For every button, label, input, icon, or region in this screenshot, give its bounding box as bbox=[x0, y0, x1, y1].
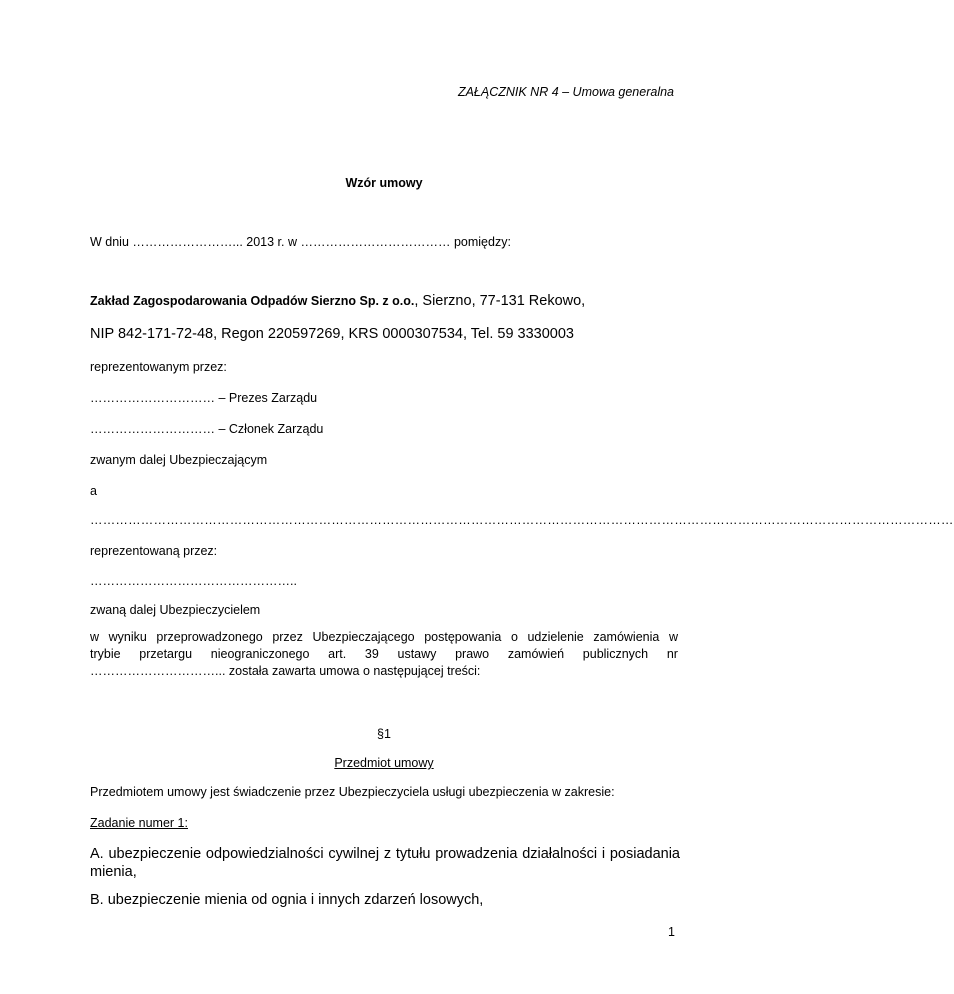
document-title: Wzór umowy bbox=[345, 176, 423, 190]
word: prawo bbox=[455, 647, 490, 661]
intro-line: W dniu ……………………... 2013 r. w ……………………………… pomiędzy: bbox=[90, 235, 511, 249]
party2-rep-placeholder: ………………………………………….. bbox=[90, 574, 297, 588]
procurement-line-2 bbox=[90, 646, 678, 663]
item-b: B. ubezpieczenie mienia od ognia i innych zdarzeń losowych, bbox=[90, 892, 484, 908]
party1-name: Zakład Zagospodarowania Odpadów Sierzno Sp. z o.o. bbox=[90, 294, 415, 308]
party2-called: zwaną dalej Ubezpieczycielem bbox=[90, 603, 261, 617]
word: postępowania bbox=[424, 630, 502, 644]
word: zamówienia bbox=[593, 630, 660, 644]
party1-address: , Sierzno, 77-131 Rekowo, bbox=[414, 293, 586, 309]
word: 39 bbox=[364, 647, 379, 661]
word: Ubezpieczającego bbox=[312, 630, 415, 644]
conjunction: a bbox=[90, 484, 97, 498]
word: nieograniczonego bbox=[210, 647, 310, 661]
word: przez bbox=[272, 630, 303, 644]
section-intro: Przedmiotem umowy jest świadczenie przez Ubezpieczyciela usługi ubezpieczenia w zakresie: bbox=[90, 785, 615, 799]
section-symbol: §1 bbox=[377, 727, 391, 741]
word: trybie bbox=[90, 647, 121, 661]
page-number: 1 bbox=[668, 925, 675, 939]
word: w bbox=[90, 630, 100, 644]
party1-name-line bbox=[90, 292, 585, 310]
annex-label: ZAŁĄCZNIK NR 4 – Umowa generalna bbox=[457, 85, 674, 99]
word: publicznych bbox=[582, 647, 649, 661]
word: zamówień bbox=[507, 647, 565, 661]
party1-rep1: ………………………… – Prezes Zarządu bbox=[90, 391, 318, 405]
task-label: Zadanie numer 1: bbox=[90, 816, 188, 830]
word: przetargu bbox=[139, 647, 193, 661]
word: art. bbox=[328, 647, 347, 661]
party1-represented-by: reprezentowanym przez: bbox=[90, 360, 227, 374]
party1-rep2: ………………………… – Członek Zarządu bbox=[90, 422, 324, 436]
word: udzielenie bbox=[527, 630, 584, 644]
word: ustawy bbox=[397, 647, 437, 661]
word: wyniku bbox=[108, 630, 147, 644]
party1-registry: NIP 842-171-72-48, Regon 220597269, KRS 0000307534, Tel. 59 3330003 bbox=[90, 326, 574, 342]
section-heading: Przedmiot umowy bbox=[334, 756, 434, 770]
party2-name-placeholder: …………………………………………………………………………………………………………………………………………………………………………………… bbox=[90, 513, 954, 527]
item-a: A. ubezpieczenie odpowiedzialności cywilnej z tytułu prowadzenia działalności i posiadania mienia, bbox=[90, 846, 680, 880]
procurement-paragraph bbox=[90, 629, 678, 680]
word: w bbox=[668, 630, 678, 644]
word: nr bbox=[666, 647, 678, 661]
word: przeprowadzonego bbox=[156, 630, 263, 644]
word: o bbox=[510, 630, 518, 644]
party1-called: zwanym dalej Ubezpieczającym bbox=[90, 453, 268, 467]
party2-represented-by: reprezentowaną przez: bbox=[90, 544, 218, 558]
procurement-line-3: …………………………... została zawarta umowa o następującej treści: bbox=[90, 664, 481, 678]
procurement-line-1 bbox=[90, 629, 678, 646]
